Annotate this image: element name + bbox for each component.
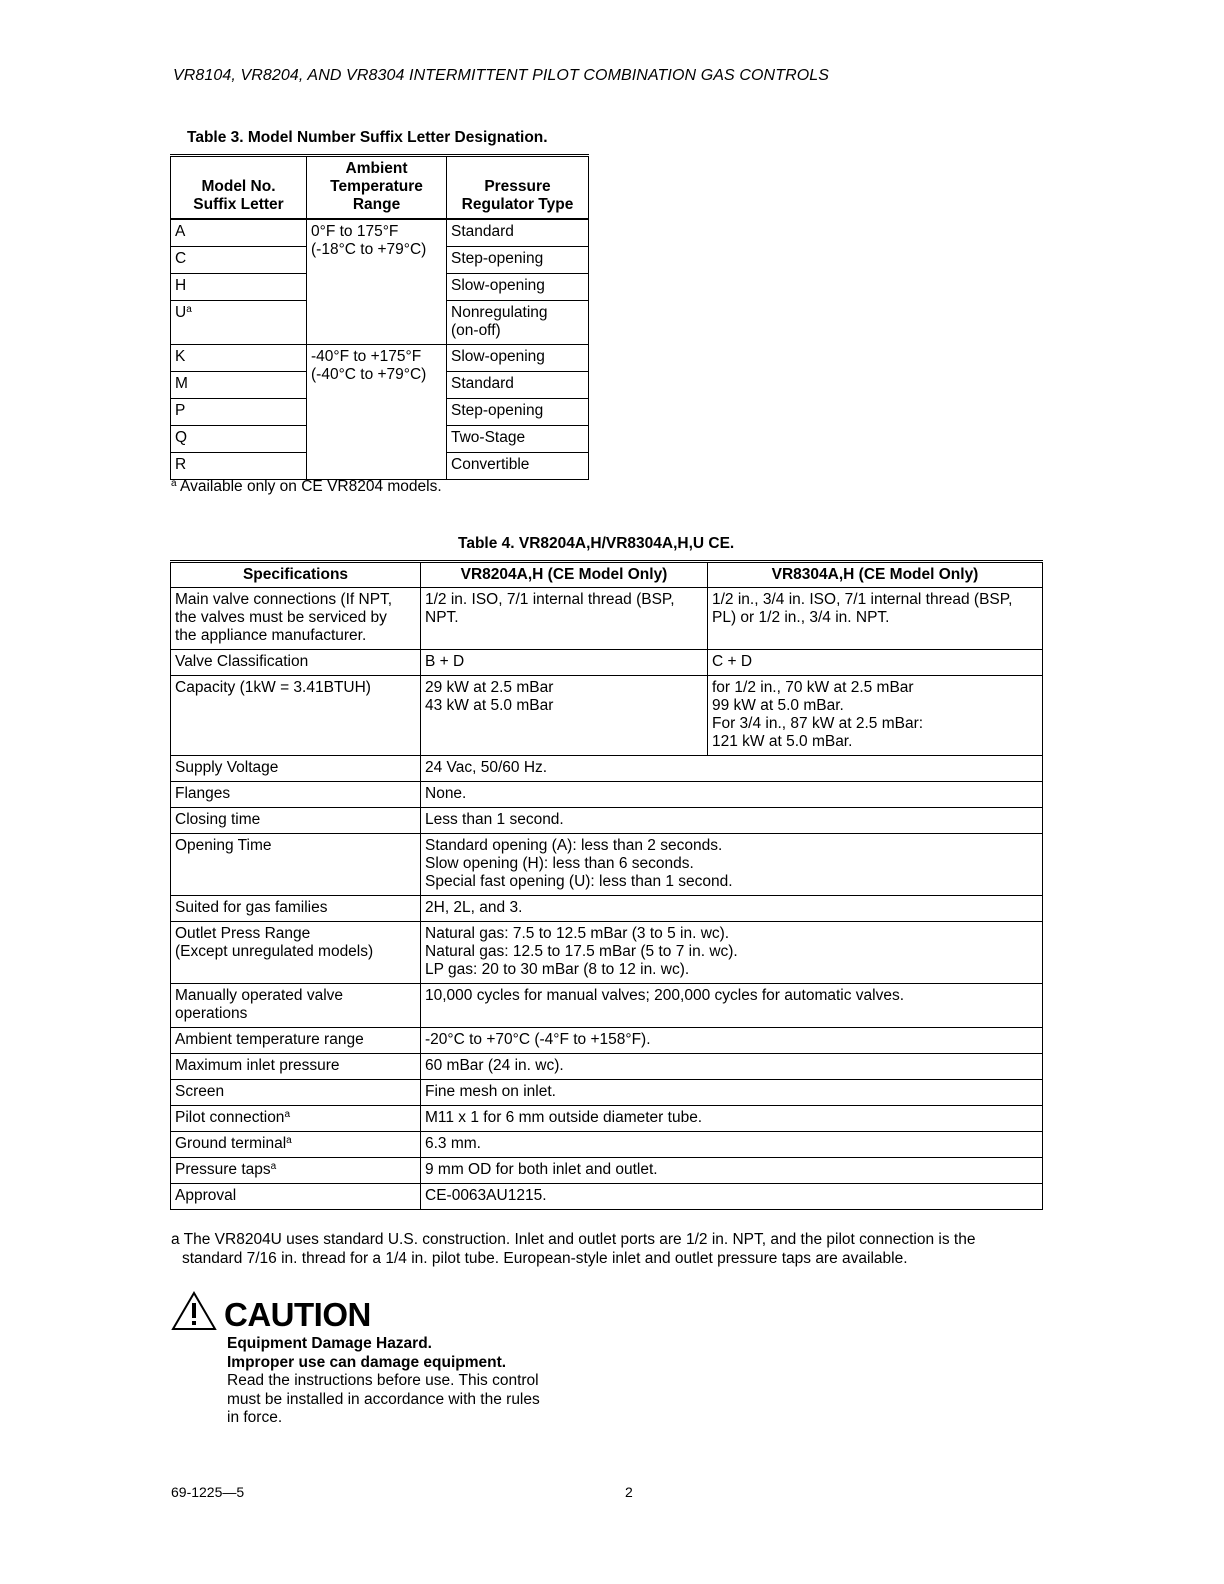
cell-text: Fine mesh on inlet. <box>425 1083 556 1100</box>
regulator-type: Two-Stage <box>447 426 589 453</box>
spec-name <box>171 588 421 650</box>
table4-caption: Table 4. VR8204A,H/VR8304A,H,U CE. <box>458 535 735 552</box>
spec-name <box>171 808 421 834</box>
cell-line <box>175 1161 416 1179</box>
cell-text: operations <box>175 1005 248 1022</box>
table-row <box>171 219 589 247</box>
table3-header-regulator <box>447 156 589 220</box>
cell-line <box>425 1057 1038 1075</box>
cell-line <box>425 1083 1038 1101</box>
table-row <box>171 922 1043 984</box>
cell-text: LP gas: 20 to 30 mBar (8 to 12 in. wc). <box>425 961 690 978</box>
cell-text: 1/2 in., 3/4 in. ISO, 7/1 internal thread (BSP, <box>712 591 1013 608</box>
spec-value <box>421 834 1043 896</box>
cell-text: C + D <box>712 653 753 670</box>
spec-value <box>421 1028 1043 1054</box>
suffix-letter: A <box>171 219 307 247</box>
caution-body <box>227 1335 587 1428</box>
cell-line <box>425 899 1038 917</box>
type-line: Nonregulating <box>451 304 548 321</box>
cell-text: M11 x 1 for 6 mm outside diameter tube. <box>425 1109 703 1126</box>
suffix-letter: Q <box>171 426 307 453</box>
cell-line <box>425 609 703 627</box>
cell-text: Pilot connection <box>175 1109 285 1126</box>
cell-text: For 3/4 in., 87 kW at 2.5 mBar: <box>712 715 924 732</box>
page-header: VR8104, VR8204, AND VR8304 INTERMITTENT PILOT COMBINATION GAS CONTROLS <box>173 67 830 84</box>
cell-line <box>425 1031 1038 1049</box>
table-row <box>171 1184 1043 1210</box>
cell-text: 43 kW at 5.0 mBar <box>425 697 554 714</box>
header-line: Model No. <box>201 178 276 195</box>
spec-name <box>171 1028 421 1054</box>
table-row <box>171 1080 1043 1106</box>
cell-text: Less than 1 second. <box>425 811 564 828</box>
regulator-type: Convertible <box>447 453 589 480</box>
table-row <box>171 1028 1043 1054</box>
cell-line <box>425 1135 1038 1153</box>
cell-line <box>175 1187 416 1205</box>
cell-line <box>175 1135 416 1153</box>
cell-line <box>425 961 1038 979</box>
cell-line <box>425 697 703 715</box>
cell-line <box>425 943 1038 961</box>
cell-line <box>175 679 416 697</box>
cell-text: Pressure taps <box>175 1161 271 1178</box>
cell-line <box>175 759 416 777</box>
cell-text: Ground terminal <box>175 1135 287 1152</box>
suffix-letter: R <box>171 453 307 480</box>
table4-footnote <box>171 1230 1051 1268</box>
cell-text: Slow opening (H): less than 6 seconds. <box>425 855 694 872</box>
table-row <box>171 676 1043 756</box>
cell-line <box>712 697 1038 715</box>
spec-name <box>171 834 421 896</box>
vr8304-value <box>708 676 1043 756</box>
table-row <box>171 1054 1043 1080</box>
footnote-mark: a <box>171 478 177 489</box>
table-row <box>171 896 1043 922</box>
cell-line <box>175 837 416 855</box>
table4-header-specifications: Specifications <box>171 562 421 588</box>
vr8204-value <box>421 588 708 650</box>
cell-line <box>712 679 1038 697</box>
header-line: Temperature <box>330 178 423 195</box>
spec-name <box>171 782 421 808</box>
vr8204-value <box>421 676 708 756</box>
cell-line <box>175 1109 416 1127</box>
spec-value <box>421 1184 1043 1210</box>
cell-line <box>712 653 1038 671</box>
cell-line <box>425 679 703 697</box>
cell-line <box>425 1187 1038 1205</box>
cell-line <box>425 653 703 671</box>
cell-text: Outlet Press Range <box>175 925 311 942</box>
regulator-type: Standard <box>447 372 589 399</box>
table-row <box>171 834 1043 896</box>
vr8204-value <box>421 650 708 676</box>
temperature-range <box>307 345 447 480</box>
header-line: Ambient <box>345 160 408 177</box>
table-row <box>171 345 589 372</box>
footnote-mark: a <box>270 1161 277 1172</box>
caution-title: CAUTION <box>224 1296 371 1333</box>
regulator-type: Slow-opening <box>447 345 589 372</box>
temperature-range <box>307 219 447 345</box>
cell-line <box>425 925 1038 943</box>
cell-text: Maximum inlet pressure <box>175 1057 340 1074</box>
suffix-letter: K <box>171 345 307 372</box>
cell-text: the appliance manufacturer. <box>175 627 367 644</box>
letter-text: U <box>175 304 187 321</box>
cell-text: (Except unregulated models) <box>175 943 374 960</box>
cell-text: PL) or 1/2 in., 3/4 in. NPT. <box>712 609 890 626</box>
header-line: Regulator Type <box>461 196 574 213</box>
cell-line <box>175 899 416 917</box>
cell-text: 9 mm OD for both inlet and outlet. <box>425 1161 658 1178</box>
footnote-mark: a <box>286 1135 292 1146</box>
spec-name <box>171 1132 421 1158</box>
table3-header-temperature <box>307 156 447 220</box>
table4-header-vr8304: VR8304A,H (CE Model Only) <box>708 562 1043 588</box>
spec-name <box>171 1054 421 1080</box>
spec-name <box>171 922 421 984</box>
spec-name <box>171 896 421 922</box>
cell-text: Opening Time <box>175 837 272 854</box>
regulator-type: Step-opening <box>447 247 589 274</box>
range-line: 0°F to 175°F <box>311 223 399 240</box>
cell-text: Screen <box>175 1083 225 1100</box>
cell-line <box>425 591 703 609</box>
vr8304-value <box>708 588 1043 650</box>
spec-value <box>421 1080 1043 1106</box>
spec-value <box>421 984 1043 1028</box>
table4 <box>170 560 1043 1210</box>
footnote-text: Available only on CE VR8204 models. <box>180 478 442 495</box>
cell-text: Suited for gas families <box>175 899 328 916</box>
header-line: Suffix Letter <box>193 196 284 213</box>
caution-text: in force. <box>227 1409 283 1426</box>
cell-text: 121 kW at 5.0 mBar. <box>712 733 853 750</box>
warning-triangle-icon <box>171 1291 217 1331</box>
cell-text: B + D <box>425 653 465 670</box>
cell-line <box>175 785 416 803</box>
cell-text: CE-0063AU1215. <box>425 1187 547 1204</box>
regulator-type: Step-opening <box>447 399 589 426</box>
suffix-letter: C <box>171 247 307 274</box>
footnote-line: standard 7/16 in. thread for a 1/4 in. pilot tube. European-style inlet and outlet pressure taps are available. <box>182 1250 908 1267</box>
spec-value <box>421 1106 1043 1132</box>
cell-text: 29 kW at 2.5 mBar <box>425 679 554 696</box>
caution-text: Read the instructions before use. This control <box>227 1372 539 1389</box>
cell-line <box>175 653 416 671</box>
cell-text: 60 mBar (24 in. wc). <box>425 1057 564 1074</box>
cell-text: for 1/2 in., 70 kW at 2.5 mBar <box>712 679 914 696</box>
cell-text: None. <box>425 785 467 802</box>
cell-text: Natural gas: 7.5 to 12.5 mBar (3 to 5 in. wc). <box>425 925 730 942</box>
page-number: 2 <box>625 1484 633 1500</box>
regulator-type: Standard <box>447 219 589 247</box>
cell-line <box>425 759 1038 777</box>
cell-text: Valve Classification <box>175 653 309 670</box>
cell-text: 1/2 in. ISO, 7/1 internal thread (BSP, <box>425 591 675 608</box>
cell-text: 24 Vac, 50/60 Hz. <box>425 759 548 776</box>
footnote-mark: a <box>186 304 192 315</box>
caution-hazard: Equipment Damage Hazard. <box>227 1335 432 1352</box>
cell-line <box>712 609 1038 627</box>
table3-header-suffix <box>171 156 307 220</box>
footnote-text: The VR8204U uses standard U.S. construction. Inlet and outlet ports are 1/2 in. NPT, and the pilot connection is the <box>183 1231 976 1248</box>
cell-text: 2H, 2L, and 3. <box>425 899 523 916</box>
cell-text: Special fast opening (U): less than 1 second. <box>425 873 733 890</box>
spec-name <box>171 650 421 676</box>
caution-text: must be installed in accordance with the rules <box>227 1390 540 1408</box>
cell-text: Flanges <box>175 785 231 802</box>
spec-value <box>421 1132 1043 1158</box>
suffix-letter: P <box>171 399 307 426</box>
cell-line <box>425 873 1038 891</box>
header-line: Range <box>352 196 401 213</box>
cell-text: Supply Voltage <box>175 759 279 776</box>
footnote-mark: a <box>284 1109 290 1120</box>
cell-line <box>175 1083 416 1101</box>
spec-value <box>421 922 1043 984</box>
suffix-letter: H <box>171 274 307 301</box>
spec-value <box>421 1054 1043 1080</box>
cell-text: Capacity (1kW = 3.41BTUH) <box>175 679 371 696</box>
vr8304-value <box>708 650 1043 676</box>
spec-name <box>171 1106 421 1132</box>
cell-line <box>712 591 1038 609</box>
table-row <box>171 1106 1043 1132</box>
doc-number: 69-1225—5 <box>171 1484 245 1500</box>
cell-text: Approval <box>175 1187 237 1204</box>
spec-value <box>421 1158 1043 1184</box>
cell-text: Closing time <box>175 811 261 828</box>
spec-name <box>171 984 421 1028</box>
spec-name <box>171 676 421 756</box>
cell-line <box>175 943 416 961</box>
range-line: (-40°C to +79°C) <box>311 366 427 383</box>
cell-line <box>175 627 416 645</box>
cell-text: Standard opening (A): less than 2 seconds. <box>425 837 723 854</box>
cell-line <box>712 715 1038 733</box>
spec-name <box>171 1158 421 1184</box>
spec-value <box>421 756 1043 782</box>
cell-text: the valves must be serviced by <box>175 609 387 626</box>
table-row <box>171 1158 1043 1184</box>
header-line: Pressure <box>484 178 551 195</box>
cell-line <box>425 785 1038 803</box>
suffix-letter: M <box>171 372 307 399</box>
table3-caption: Table 3. Model Number Suffix Letter Designation. <box>187 129 548 146</box>
table4-header-vr8204: VR8204A,H (CE Model Only) <box>421 562 708 588</box>
table-row <box>171 650 1043 676</box>
cell-line <box>425 1161 1038 1179</box>
cell-line <box>425 855 1038 873</box>
table-row <box>171 588 1043 650</box>
spec-name <box>171 1080 421 1106</box>
regulator-type <box>447 301 589 345</box>
cell-line <box>175 811 416 829</box>
cell-line <box>712 733 1038 751</box>
cell-text: Manually operated valve <box>175 987 344 1004</box>
cell-line <box>175 1031 416 1049</box>
table-row <box>171 808 1043 834</box>
table3-footnote <box>171 477 442 496</box>
cell-text: Main valve connections (If NPT, <box>175 591 393 608</box>
cell-text: 6.3 mm. <box>425 1135 481 1152</box>
spec-value <box>421 808 1043 834</box>
caution-consequence: Improper use can damage equipment. <box>227 1353 507 1371</box>
cell-line <box>175 925 416 943</box>
footnote-line <box>171 1230 1051 1249</box>
table-row <box>171 756 1043 782</box>
cell-text: Natural gas: 12.5 to 17.5 mBar (5 to 7 in. wc). <box>425 943 738 960</box>
spec-value <box>421 896 1043 922</box>
cell-text: -20°C to +70°C (-4°F to +158°F). <box>425 1031 651 1048</box>
cell-text: Ambient temperature range <box>175 1031 364 1048</box>
suffix-letter <box>171 301 307 345</box>
type-line: (on-off) <box>451 322 501 339</box>
cell-line <box>425 811 1038 829</box>
table-row <box>171 984 1043 1028</box>
cell-line <box>175 987 416 1005</box>
regulator-type: Slow-opening <box>447 274 589 301</box>
table3 <box>170 154 589 480</box>
footnote-mark: a <box>171 1231 180 1248</box>
table-row <box>171 782 1043 808</box>
spec-value <box>421 782 1043 808</box>
spec-name <box>171 756 421 782</box>
cell-line <box>175 1057 416 1075</box>
table-row <box>171 1132 1043 1158</box>
cell-text: 10,000 cycles for manual valves; 200,000 cycles for automatic valves. <box>425 987 905 1004</box>
spec-name <box>171 1184 421 1210</box>
cell-text: 99 kW at 5.0 mBar. <box>712 697 844 714</box>
cell-line <box>425 987 1038 1005</box>
cell-line <box>425 1109 1038 1127</box>
range-line: -40°F to +175°F <box>311 348 422 365</box>
cell-line <box>425 837 1038 855</box>
cell-line <box>175 1005 416 1023</box>
cell-text: NPT. <box>425 609 459 626</box>
cell-line <box>175 591 416 609</box>
cell-line <box>175 609 416 627</box>
range-line: (-18°C to +79°C) <box>311 241 427 258</box>
